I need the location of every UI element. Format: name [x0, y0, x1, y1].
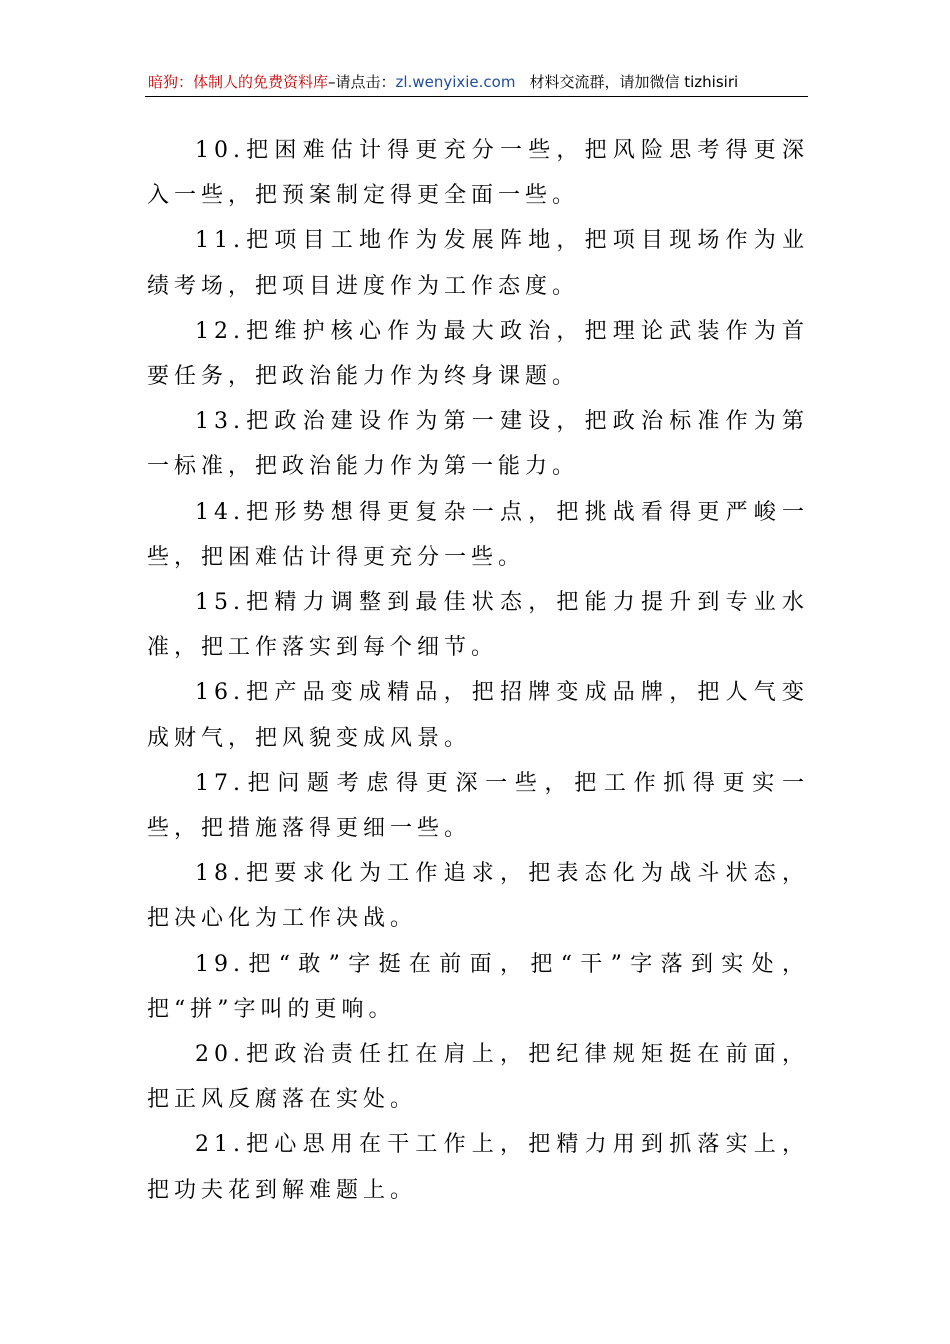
page-header — [148, 70, 808, 94]
list-item-16: 16.把产品变成精品，把招牌变成品牌，把人气变成财气，把风貌变成风景。 — [147, 680, 809, 751]
list-item-20: 20.把政治责任扛在肩上，把纪律规矩挺在前面，把正风反腐落在实处。 — [147, 1042, 809, 1113]
list-item-15: 15.把精力调整到最佳状态，把能力提升到专业水准，把工作落实到每个细节。 — [147, 590, 809, 661]
list-item-21: 21.把心思用在干工作上，把精力用到抓落实上，把功夫花到解难题上。 — [147, 1132, 809, 1203]
list-item-18: 18.把要求化为工作追求，把表态化为战斗状态，把决心化为工作决战。 — [147, 861, 809, 932]
list-item-14: 14.把形势想得更复杂一点，把挑战看得更严峻一些，把困难估计得更充分一些。 — [147, 499, 809, 570]
header-url-link[interactable]: zl.wenyixie.com — [395, 73, 516, 91]
header-brand: 暗狗：体制人的免费资料库 — [148, 73, 329, 91]
header-click-prompt: –请点击： — [328, 73, 396, 91]
document-body — [147, 128, 809, 1213]
list-item-12: 12.把维护核心作为最大政治，把理论武装作为首要任务，把政治能力作为终身课题。 — [147, 318, 809, 390]
list-item-13: 13.把政治建设作为第一建设，把政治标准作为第一标准，把政治能力作为第一能力。 — [147, 409, 809, 480]
header-wechat-note: 材料交流群，请加微信 tizhisiri — [529, 73, 739, 91]
list-item-17: 17.把问题考虑得更深一些，把工作抓得更实一些，把措施落得更细一些。 — [147, 770, 809, 842]
list-item-10: 10.把困难估计得更充分一些，把风险思考得更深入一些，把预案制定得更全面一些。 — [147, 138, 809, 209]
list-item-19: 19.把“敢”字挺在前面，把“干”字落到实处，把“拼”字叫的更响。 — [147, 951, 809, 1022]
header-divider — [145, 96, 808, 97]
list-item-11: 11.把项目工地作为发展阵地，把项目现场作为业绩考场，把项目进度作为工作态度。 — [147, 228, 809, 299]
